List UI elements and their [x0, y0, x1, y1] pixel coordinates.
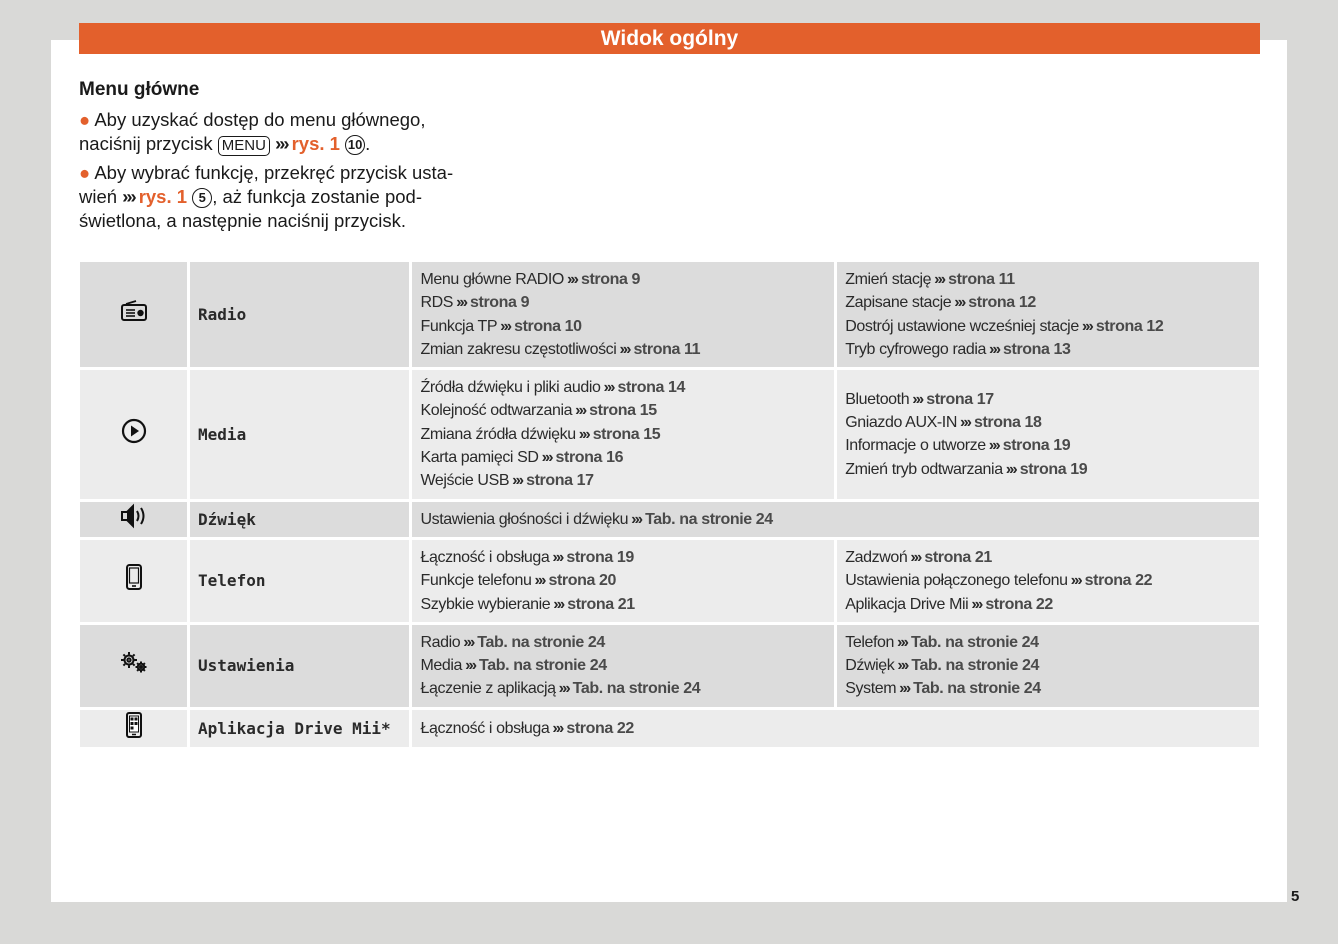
entries-right — [837, 262, 1259, 367]
page-link[interactable]: strona 16 — [555, 449, 624, 467]
menu-entry[interactable]: Łączność i obsługa ››› strona 19 — [420, 548, 634, 566]
menu-row-aplikacja-drive-mii — [80, 710, 1259, 747]
arrow-icon: ››› — [910, 548, 921, 566]
page-link[interactable]: strona 15 — [589, 402, 657, 420]
arrow-icon: ››› — [971, 595, 982, 613]
menu-name: Ustawienia — [190, 625, 409, 707]
menu-entry[interactable]: Aplikacja Drive Mii ››› strona 22 — [845, 595, 1053, 613]
entries-cell — [412, 710, 1259, 747]
play-icon — [121, 418, 147, 451]
entries-left — [412, 262, 834, 367]
menu-name: Media — [190, 370, 409, 498]
menu-entry[interactable]: Radio ››› Tab. na stronie 24 — [420, 633, 605, 651]
menu-entry[interactable]: Zmień tryb odtwarzania ››› strona 19 — [845, 460, 1088, 478]
arrow-icon: ››› — [456, 294, 467, 312]
menu-entry[interactable]: Łączność i obsługa ››› strona 22 — [420, 719, 634, 737]
page-link[interactable]: strona 10 — [514, 317, 582, 335]
arrow-icon: ››› — [275, 133, 288, 154]
page-link[interactable]: strona 20 — [548, 572, 617, 590]
menu-entry[interactable]: RDS ››› strona 9 — [420, 294, 530, 312]
menu-entry[interactable]: Źródła dźwięku i pliki audio ››› strona 14 — [420, 379, 686, 397]
arrow-icon: ››› — [578, 425, 589, 443]
menu-entry[interactable]: Dźwięk ››› Tab. na stronie 24 — [845, 657, 1040, 675]
menu-entry[interactable]: Zmiana źródła dźwięku ››› strona 15 — [420, 425, 661, 443]
page-link[interactable]: strona 18 — [974, 414, 1042, 432]
menu-name: Aplikacja Drive Mii* — [190, 710, 409, 747]
menu-entry[interactable]: Media ››› Tab. na stronie 24 — [420, 657, 607, 675]
menu-entry[interactable]: Funkcja TP ››› strona 10 — [420, 317, 582, 335]
intro-heading: Menu główne — [79, 79, 200, 100]
entries-left — [412, 370, 834, 498]
menu-entry[interactable]: Zmień stację ››› strona 11 — [845, 271, 1015, 288]
arrow-icon: ››› — [897, 657, 908, 675]
page-link[interactable]: strona 17 — [526, 472, 594, 490]
arrow-icon: ››› — [500, 317, 511, 335]
menu-key: MENU — [218, 136, 270, 156]
gears-icon — [119, 650, 149, 681]
arrow-icon: ››› — [897, 633, 907, 651]
menu-entry[interactable]: Telefon ››› Tab. na stronie 24 — [845, 633, 1039, 651]
entries-right — [837, 370, 1259, 498]
arrow-icon: ››› — [619, 340, 630, 358]
entries-left — [412, 540, 834, 622]
menu-entry[interactable]: Zadzwoń ››› strona 21 — [845, 548, 992, 566]
page-link[interactable]: Tab. na stronie 24 — [572, 680, 701, 698]
icon-cell — [80, 370, 187, 498]
arrow-icon: ››› — [899, 680, 910, 698]
menu-entry[interactable]: Funkcje telefonu ››› strona 20 — [420, 572, 617, 590]
phone-icon — [125, 563, 143, 598]
menu-entry[interactable]: Kolejność odtwarzania ››› strona 15 — [420, 402, 657, 420]
menu-entry[interactable]: Dostrój ustawione wcześniej stacje ››› strona 12 — [845, 317, 1164, 335]
menu-entry[interactable]: Menu główne RADIO ››› strona 9 — [420, 271, 640, 288]
page-link[interactable]: strona 12 — [968, 294, 1036, 312]
speaker-icon — [119, 503, 149, 536]
entries-right — [837, 540, 1259, 622]
menu-overview-table — [77, 259, 1262, 750]
page-link[interactable]: strona 11 — [633, 340, 701, 358]
icon-cell — [80, 502, 187, 537]
entries-left — [412, 625, 834, 707]
page-link[interactable]: strona 22 — [1084, 572, 1153, 590]
menu-entry[interactable]: Informacje o utworze ››› strona 19 — [845, 437, 1071, 455]
bullet-icon: ● — [79, 109, 91, 130]
page-link[interactable]: Tab. na stronie 24 — [645, 510, 773, 528]
page-link[interactable]: Tab. na stronie 24 — [913, 680, 1041, 698]
section-title: Widok ogólny — [600, 26, 739, 50]
arrow-icon: ››› — [960, 414, 970, 432]
intro-paragraph-1: ● Aby uzyskać dostęp do menu głównego, naciśnij przycisk MENU ››› rys. 1 10 . — [79, 109, 426, 154]
arrow-icon: ››› — [989, 340, 1000, 358]
arrow-icon: ››› — [552, 719, 563, 737]
arrow-icon: ››› — [1081, 317, 1092, 335]
page-link[interactable]: Tab. na stronie 24 — [479, 657, 607, 675]
arrow-icon: ››› — [988, 437, 999, 455]
menu-entry[interactable]: Zapisane stacje ››› strona 12 — [845, 294, 1036, 312]
menu-row-ustawienia — [80, 625, 1259, 707]
menu-entry[interactable]: System ››› Tab. na stronie 24 — [845, 680, 1041, 698]
figure-reference[interactable]: rys. 1 — [291, 133, 340, 154]
menu-row-dźwięk — [80, 502, 1259, 537]
menu-entry[interactable]: Gniazdo AUX-IN ››› strona 18 — [845, 414, 1042, 432]
page-link[interactable]: strona 19 — [1002, 437, 1071, 455]
menu-row-radio — [80, 262, 1259, 367]
menu-name: Dźwięk — [190, 502, 409, 537]
page-link[interactable]: strona 22 — [566, 719, 634, 737]
arrow-icon: ››› — [558, 680, 569, 698]
arrow-icon: ››› — [552, 548, 563, 566]
arrow-icon: ››› — [1070, 572, 1081, 590]
page-link[interactable]: strona 21 — [924, 548, 992, 566]
arrow-icon: ››› — [566, 271, 577, 288]
entries-right — [837, 625, 1259, 707]
section-header — [79, 23, 1260, 54]
menu-entry[interactable]: Tryb cyfrowego radia ››› strona 13 — [845, 340, 1071, 358]
menu-entry[interactable]: Zmian zakresu częstotliwości ››› strona 11 — [420, 340, 701, 358]
menu-entry[interactable]: Szybkie wybieranie ››› strona 21 — [420, 595, 635, 613]
intro-paragraph-2: ● Aby wybrać funkcję, przekręć przycisk usta-wień ››› rys. 1 5 , aż funkcja zostanie pod-świetlona, a następnie naciśnij przycisk. — [79, 162, 454, 231]
menu-entry[interactable]: Ustawienia głośności i dźwięku ››› Tab. na stronie 24 — [420, 510, 773, 528]
bullet-icon: ● — [79, 162, 91, 183]
callout-number: 5 — [192, 188, 212, 208]
page-link[interactable]: Tab. na stronie 24 — [477, 633, 605, 651]
menu-row-telefon — [80, 540, 1259, 622]
menu-entry[interactable]: Ustawienia połączonego telefonu ››› strona 22 — [845, 572, 1153, 590]
menu-name: Radio — [190, 262, 409, 367]
menu-row-media — [80, 370, 1259, 498]
smartphone-app-icon — [125, 711, 143, 746]
figure-reference[interactable]: rys. 1 — [138, 186, 188, 207]
page-link[interactable]: strona 17 — [926, 390, 994, 408]
entries-cell — [412, 502, 1259, 537]
arrow-icon: ››› — [553, 595, 564, 613]
menu-name: Telefon — [190, 540, 409, 622]
radio-icon — [120, 300, 148, 329]
arrow-icon: ››› — [122, 186, 135, 207]
page-link[interactable]: strona 9 — [470, 294, 530, 312]
arrow-icon: ››› — [541, 449, 552, 467]
intro-block — [79, 78, 469, 238]
arrow-icon: ››› — [631, 510, 642, 528]
arrow-icon: ››› — [603, 379, 614, 397]
icon-cell — [80, 540, 187, 622]
page-link[interactable]: strona 22 — [985, 595, 1053, 613]
arrow-icon: ››› — [463, 633, 474, 651]
page-link[interactable]: strona 21 — [567, 595, 635, 613]
page-link[interactable]: strona 14 — [617, 379, 686, 397]
arrow-icon: ››› — [1005, 460, 1016, 478]
page-link[interactable]: strona 19 — [566, 548, 634, 566]
page-link[interactable]: strona 19 — [1019, 460, 1088, 478]
arrow-icon: ››› — [912, 390, 923, 408]
arrow-icon: ››› — [575, 402, 586, 420]
menu-entry[interactable]: Łączenie z aplikacją ››› Tab. na stronie 24 — [420, 680, 701, 698]
page-link[interactable]: strona 15 — [592, 425, 661, 443]
page-link[interactable]: strona 13 — [1003, 340, 1071, 358]
menu-entry[interactable]: Bluetooth ››› strona 17 — [845, 390, 994, 408]
page-link[interactable]: strona 12 — [1095, 317, 1164, 335]
page-number: 5 — [1291, 888, 1300, 905]
page-link[interactable]: strona 9 — [580, 271, 640, 288]
arrow-icon: ››› — [954, 294, 965, 312]
arrow-icon: ››› — [934, 271, 945, 288]
page-link[interactable]: Tab. na stronie 24 — [911, 633, 1039, 651]
arrow-icon: ››› — [512, 472, 523, 490]
icon-cell — [80, 625, 187, 707]
menu-entry[interactable]: Karta pamięci SD ››› strona 16 — [420, 449, 624, 467]
icon-cell — [80, 710, 187, 747]
page-link[interactable]: Tab. na stronie 24 — [911, 657, 1040, 675]
page-link[interactable]: strona 11 — [948, 271, 1015, 288]
arrow-icon: ››› — [534, 572, 545, 590]
callout-number: 10 — [345, 135, 365, 155]
arrow-icon: ››› — [465, 657, 476, 675]
icon-cell — [80, 262, 187, 367]
menu-entry[interactable]: Wejście USB ››› strona 17 — [420, 472, 594, 490]
